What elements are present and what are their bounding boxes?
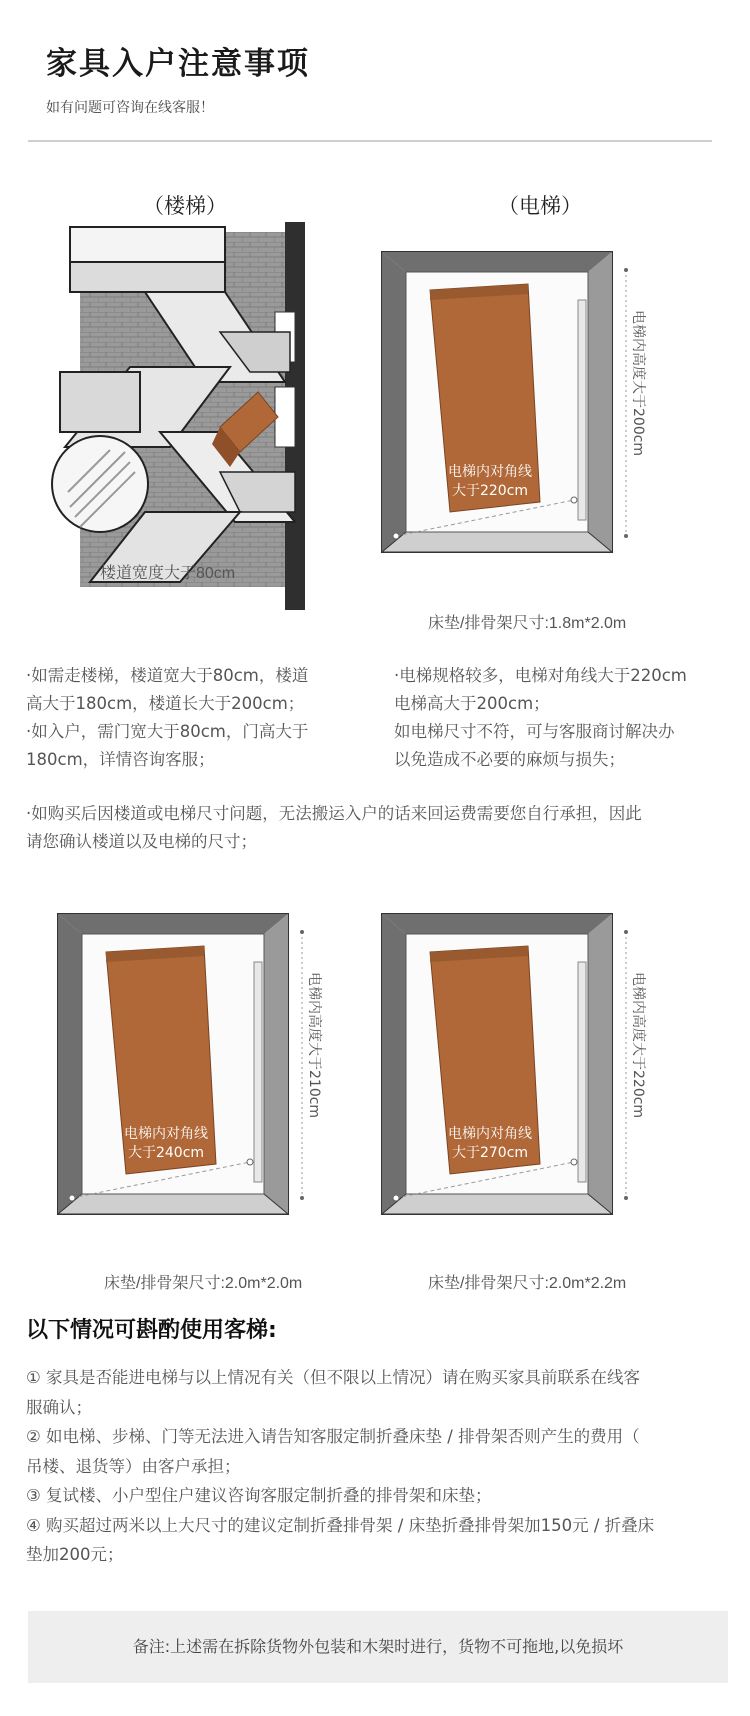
footer-note-box [28, 1611, 728, 1683]
conditions-list [26, 1364, 726, 1571]
stairs-illustration [50, 222, 322, 610]
elevator-diagram-1 [378, 250, 678, 590]
elevator-2-diag-line2: 大于240cm [127, 1145, 205, 1161]
condition-line: 垫加200元； [26, 1545, 124, 1564]
freight-note: ·如购买后因楼道或电梯尺寸问题，无法搬运入户的话来回运费需要您自行承担，因此 请您确认楼道以及电梯的尺寸； [26, 804, 642, 851]
footer-note: 备注:上述需在拆除货物外包装和木架时进行，货物不可拖地,以免损坏 [132, 1637, 624, 1656]
elevator-3-diag-line1: 电梯内对角线 [448, 1126, 532, 1142]
condition-line: ④ 购买超过两米以上大尺寸的建议定制折叠排骨架 / 床垫折叠排骨架加150元 / 折叠床 [26, 1515, 655, 1535]
elevator-1-caption: 床垫/排骨架尺寸:1.8m*2.0m [428, 615, 627, 632]
elevator-1-diag-line1: 电梯内对角线 [448, 464, 532, 480]
elevator-3-caption: 床垫/排骨架尺寸:2.0m*2.2m [428, 1275, 627, 1292]
elevator-2-height-label: 电梯内高度大于210cm [306, 972, 322, 1119]
stairs-label: （楼梯） [143, 194, 227, 218]
condition-line: ① 家具是否能进电梯与以上情况有关（但不限以上情况）请在购买家具前联系在线客 [26, 1368, 641, 1387]
elevator-diagram-3 [378, 912, 678, 1252]
condition-line: 服确认； [26, 1397, 92, 1417]
elevator-1-height-label: 电梯内高度大于200cm [630, 310, 646, 457]
page-subtitle: 如有问题可咨询在线客服！ [46, 100, 214, 116]
condition-line: ② 如电梯、步梯、门等无法进入请告知客服定制折叠床垫 / 排骨架否则产生的费用（ [26, 1427, 640, 1446]
elevator-2-caption: 床垫/排骨架尺寸:2.0m*2.0m [104, 1275, 303, 1292]
elevator-diagram-2 [54, 912, 354, 1252]
condition-line: 吊楼、退货等）由客户承担； [26, 1456, 241, 1476]
header-divider [28, 140, 712, 142]
elevator-notes: ·电梯规格较多，电梯对角线大于220cm 电梯高大于200cm； 如电梯尺寸不符，可与客服商讨解决办 以免造成不必要的麻烦与损失； [394, 666, 687, 769]
stairs-notes: ·如需走楼梯，楼道宽大于80cm，楼道 高大于180cm，楼道长大于200cm； ·如入户，需门宽大于80cm，门高大于 180cm，详情咨询客服； [26, 666, 309, 769]
condition-line: ③ 复试楼、小户型住户建议咨询客服定制折叠的排骨架和床垫； [26, 1486, 492, 1505]
page-title: 家具入户注意事项 [46, 46, 310, 82]
conditions-title: 以下情况可斟酌使用客梯: [26, 1318, 277, 1343]
elevator-2-diag-line1: 电梯内对角线 [124, 1126, 208, 1142]
elevator-3-diag-line2: 大于270cm [451, 1145, 529, 1161]
elevator-1-diag-line2: 大于220cm [451, 483, 529, 499]
elevator-label: （电梯） [498, 194, 582, 218]
stairs-caption: 楼道宽度大于80cm [100, 565, 236, 582]
elevator-3-height-label: 电梯内高度大于220cm [630, 972, 646, 1119]
